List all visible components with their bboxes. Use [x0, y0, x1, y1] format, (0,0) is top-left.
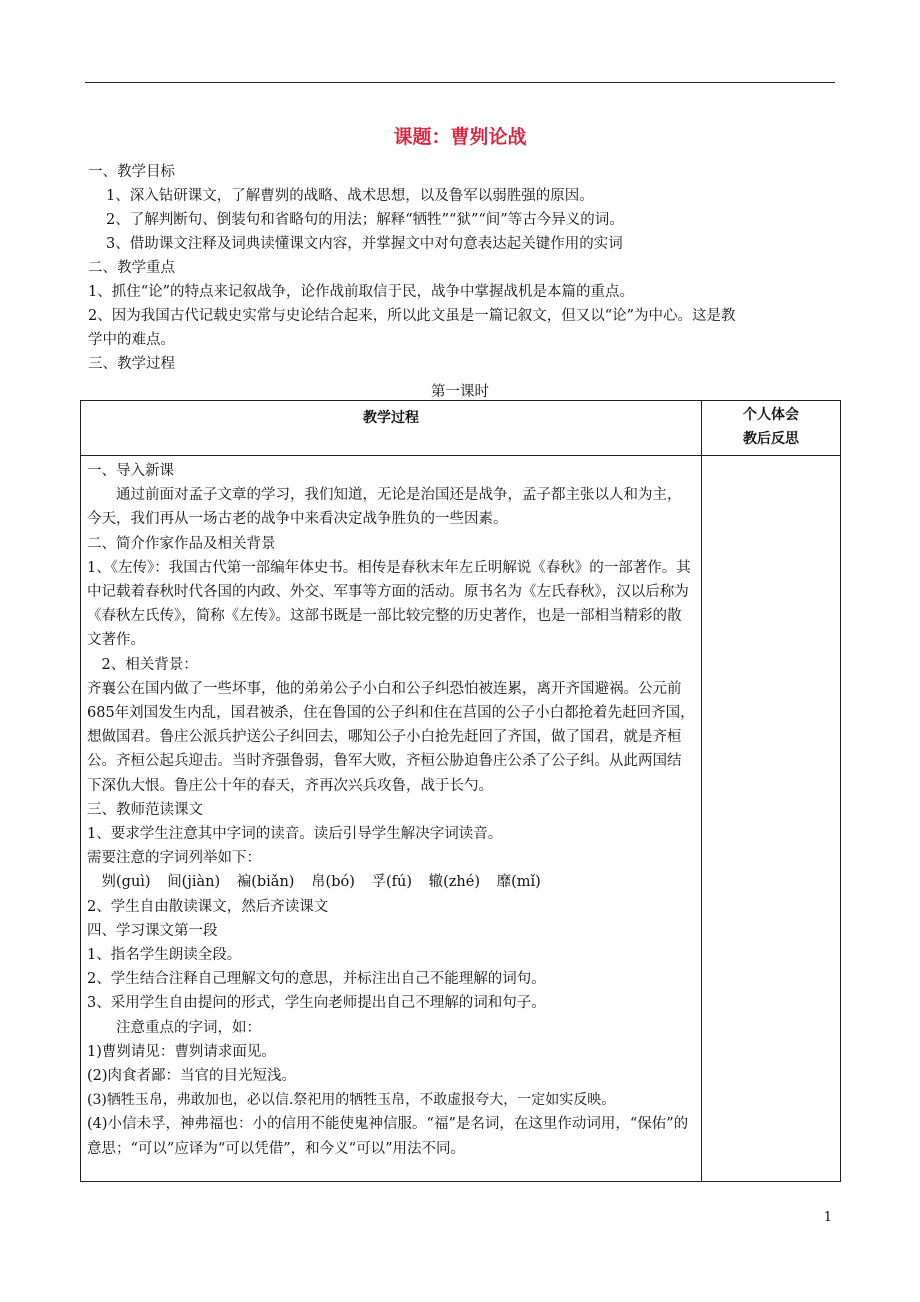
objectives-heading: 一、教学目标	[88, 164, 175, 180]
section-heading: 三、教师范读课文	[87, 801, 203, 818]
lesson-table	[80, 400, 841, 1182]
column-header-process: 教学过程	[81, 401, 702, 456]
page-number: 1	[823, 1210, 832, 1225]
objective-item: 2、了解判断句、倒装句和省略句的用法；解释“牺牲”“狱”“间”等古今异义的词。	[106, 212, 624, 228]
key-point-item: 2、因为我国古代记载史实常与史论结合起来，所以此文虽是一篇记叙文，但又以“论”为中心。这是教	[88, 308, 736, 324]
lesson-label: 第一课时	[431, 384, 489, 400]
objective-item: 1、深入钻研课文，了解曹刿的战略、战术思想，以及鲁军以弱胜强的原因。	[106, 188, 594, 204]
paragraph: 需要注意的字词列举如下：	[87, 850, 261, 867]
reflection-cell	[702, 456, 841, 1182]
side-header-line: 个人体会	[743, 407, 799, 423]
paragraph: 注意重点的字词，如：	[116, 1019, 261, 1036]
column-header-reflection	[702, 401, 841, 456]
word-note: (4)小信未孚，神弗福也：小的信用不能使鬼神信服。“福”是名词，在这里作动词用，“保佑”的意思；“可以”应译为“可以凭借”，和今义“可以”用法不同。	[87, 1116, 689, 1157]
word-note: 1)曹刿请见：曹刿请求面见。	[87, 1043, 276, 1060]
process-heading: 三、教学过程	[88, 356, 175, 372]
word-note: (3)牺牲玉帛，弗敢加也，必以信.祭祀用的牺牲玉帛，不敢虚报夸大，一定如实反映。	[87, 1092, 616, 1109]
objective-item: 3、借助课文注释及词典读懂课文内容，并掌握文中对句意表达起关键作用的实词	[106, 236, 623, 252]
paragraph: 2、学生自由散读课文，然后齐读课文	[87, 898, 329, 915]
paragraph: 通过前面对孟子文章的学习，我们知道，无论是治国还是战争，孟子都主张以人和为主，今天，我们再从一场古老的战争中来看决定战争胜负的一些因素。	[87, 487, 682, 528]
paragraph: 齐襄公在国内做了一些坏事，他的弟弟公子小白和公子纠恐怕被连累，离开齐国避祸。公元前685年刘国发生内乱，国君被杀，住在鲁国的公子纠和住在莒国的公子小白都抢着先赶回齐国，想做国君。鲁庄公派兵护送公子纠回去，哪知公子小白抢先赶回了齐国，做了国君，就是齐桓公。齐桓公起兵迎击。当时齐强鲁弱，鲁军大败，齐桓公胁迫鲁庄公杀了公子纠。从此两国结下深仇大恨。鲁庄公十年的春天，齐再次兴兵攻鲁，战于长勺。	[87, 680, 695, 794]
section-heading: 二、简介作家作品及相关背景	[87, 535, 276, 552]
page-title: 课题：曹刿论战	[393, 126, 527, 148]
word-note: (2)肉食者鄙：当官的目光短浅。	[87, 1068, 297, 1085]
pinyin-word: 帛(bó)	[311, 874, 355, 891]
pinyin-word: 辙(zhé)	[428, 874, 481, 891]
pinyin-list	[87, 870, 695, 894]
pinyin-word: 褊(biǎn)	[236, 874, 295, 891]
section-heading: 四、学习课文第一段	[87, 922, 218, 939]
pinyin-word: 靡(mǐ)	[496, 874, 541, 891]
header-rule	[85, 82, 835, 83]
section-heading: 一、导入新课	[87, 463, 174, 479]
key-point-item: 1、抓住“论”的特点来记叙战争，论作战前取信于民，战争中掌握战机是本篇的重点。	[88, 284, 635, 300]
pinyin-word: 间(jiàn)	[167, 874, 221, 891]
paragraph: 2、学生结合注释自己理解文句的意思，并标注出自己不能理解的词句。	[87, 971, 546, 988]
key-points-heading: 二、教学重点	[88, 260, 175, 276]
pinyin-word: 刿(guì)	[101, 874, 151, 891]
pinyin-word: 孚(fú)	[371, 874, 413, 891]
paragraph: 1、指名学生朗读全段。	[87, 947, 242, 964]
paragraph: 1、《左传》：我国古代第一部编年体史书。相传是春秋末年左丘明解说《春秋》的一部著作。其中记载着春秋时代各国的内政、外交、军事等方面的活动。原书名为《左氏春秋》，汉以后称为《春秋左氏传》，简称《左传》。这部书既是一部比较完整的历史著作，也是一部相当精彩的散文著作。	[87, 559, 691, 649]
paragraph: 1、要求学生注意其中字词的读音。读后引导学生解决字词读音。	[87, 826, 503, 843]
paragraph: 2、相关背景：	[101, 656, 198, 673]
side-header-line: 教后反思	[743, 431, 799, 447]
paragraph: 3、采用学生自由提问的形式，学生向老师提出自己不理解的词和句子。	[87, 995, 546, 1012]
key-point-item: 学中的难点。	[88, 332, 175, 348]
process-content	[81, 456, 702, 1182]
